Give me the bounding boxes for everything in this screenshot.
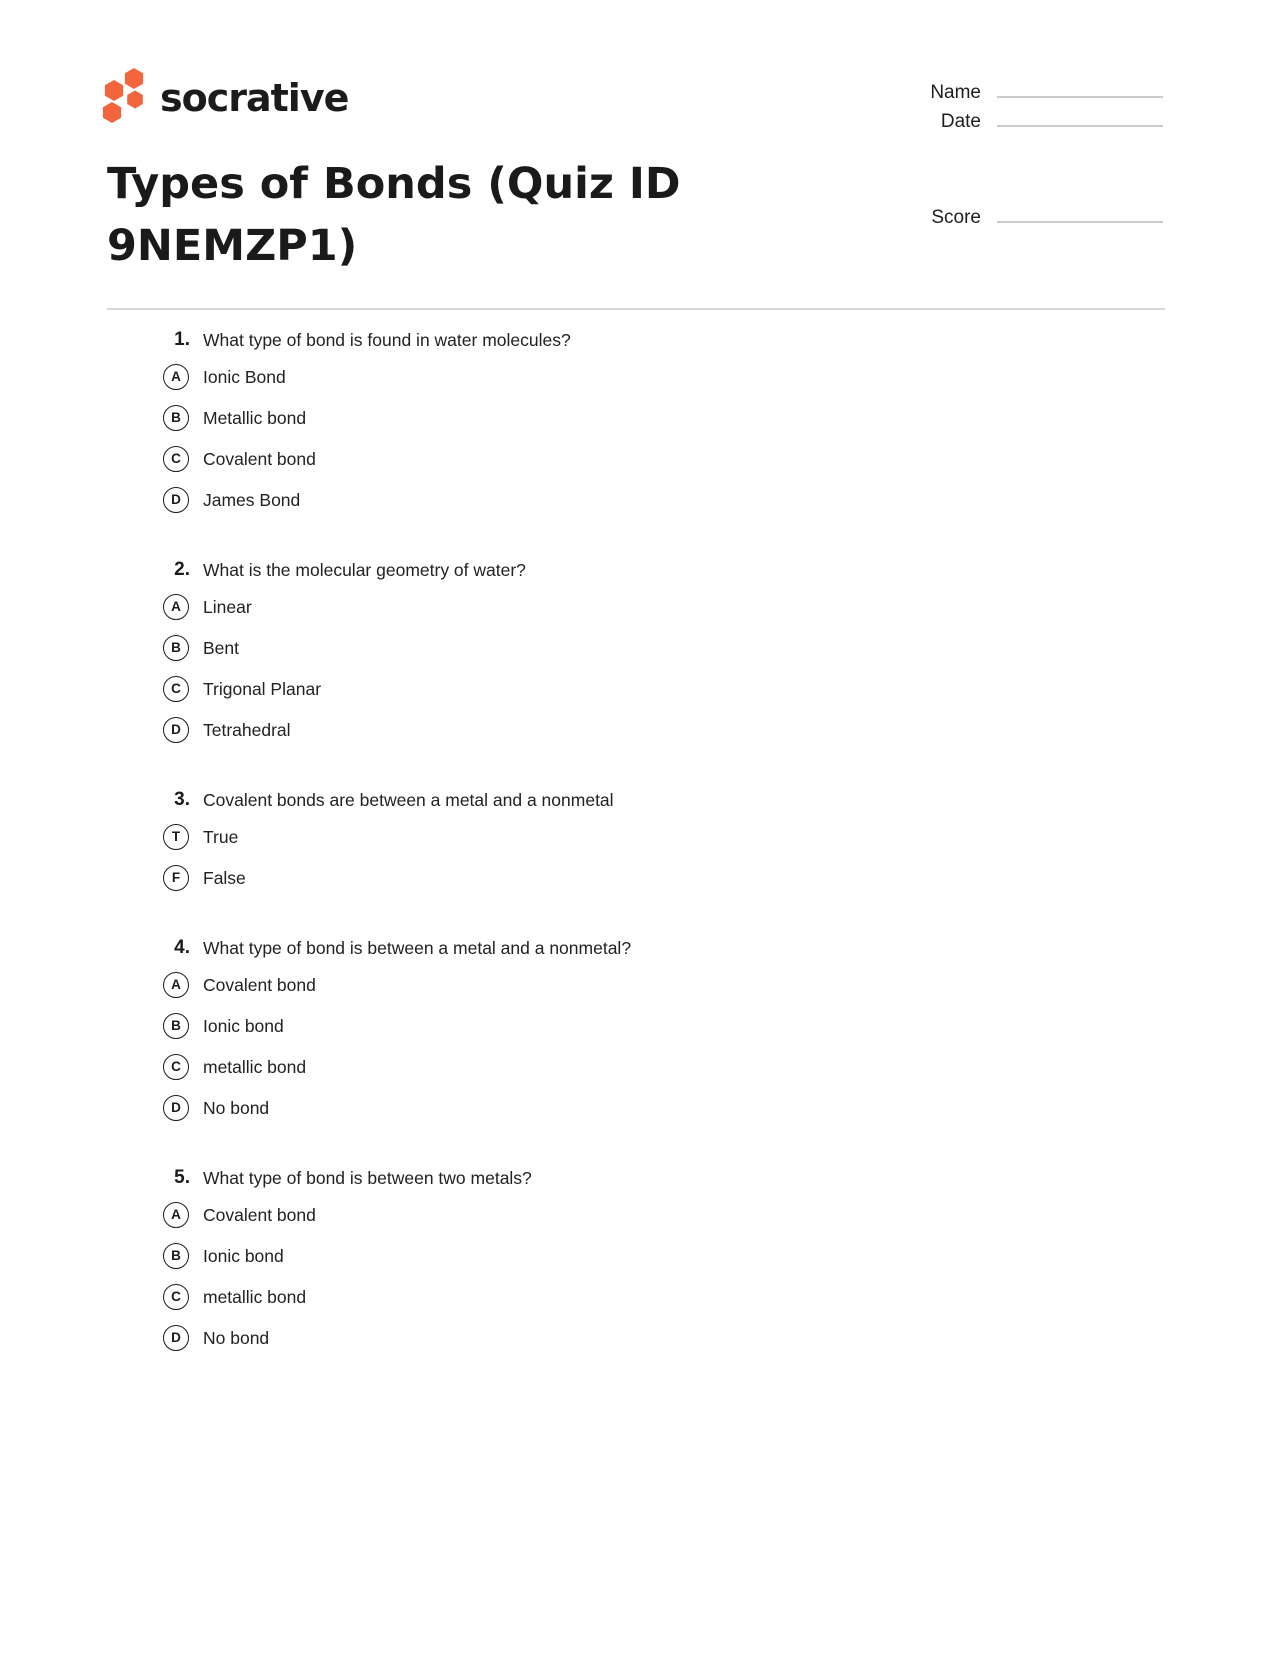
option-text: metallic bond — [203, 1057, 307, 1077]
option-letter-badge: B — [163, 1243, 189, 1269]
option-letter-badge: C — [163, 446, 189, 472]
option-row — [163, 717, 1123, 743]
option-text: Covalent bond — [203, 1205, 316, 1225]
option-letter-badge: C — [163, 1054, 189, 1080]
page-title: Types of Bonds (Quiz ID 9NEMZP1) — [107, 159, 681, 271]
option-text: Covalent bond — [203, 449, 316, 469]
name-label: Name — [930, 82, 981, 103]
option-letter-badge: B — [163, 635, 189, 661]
option-row — [163, 1325, 1123, 1351]
question-text: What type of bond is between a metal and a nonmetal? — [203, 938, 632, 958]
option-text: True — [203, 827, 239, 847]
option-row — [163, 676, 1123, 702]
question-block — [163, 787, 1123, 891]
option-letter-badge: C — [163, 1284, 189, 1310]
question-block — [163, 557, 1123, 743]
option-row — [163, 1095, 1123, 1121]
question-block — [163, 327, 1123, 513]
question-number: 2. — [174, 559, 190, 580]
question-text: What type of bond is between two metals? — [203, 1168, 532, 1188]
option-row — [163, 446, 1123, 472]
date-row — [941, 105, 1163, 134]
option-text: Bent — [203, 638, 239, 658]
socrative-logo — [100, 64, 348, 125]
option-letter-badge: D — [163, 1325, 189, 1351]
logo-wordmark: socrative — [160, 75, 349, 120]
question-number: 5. — [174, 1167, 190, 1188]
option-row — [163, 594, 1123, 620]
questions-list — [163, 327, 1123, 1395]
option-text: Ionic Bond — [203, 367, 286, 387]
question-line — [163, 327, 1123, 353]
option-text: Metallic bond — [203, 408, 307, 428]
name-row — [930, 76, 1163, 105]
option-row — [163, 487, 1123, 513]
option-text: Linear — [203, 597, 252, 617]
option-letter-badge: C — [163, 676, 189, 702]
date-label: Date — [940, 111, 981, 132]
option-letter-badge: A — [163, 594, 189, 620]
option-row — [163, 865, 1123, 891]
option-row — [163, 1054, 1123, 1080]
question-block — [163, 935, 1123, 1121]
option-text: No bond — [203, 1098, 270, 1118]
option-text: metallic bond — [203, 1287, 307, 1307]
question-line — [163, 935, 1123, 961]
option-letter-badge: F — [163, 865, 189, 891]
question-text: What is the molecular geometry of water? — [203, 560, 526, 580]
date-blank-line — [997, 105, 1163, 127]
question-number: 3. — [174, 789, 190, 810]
option-text: No bond — [203, 1328, 270, 1348]
socrative-hexagons-icon — [100, 64, 147, 125]
question-number: 4. — [174, 937, 190, 958]
option-text: False — [203, 868, 246, 888]
option-letter-badge: D — [163, 717, 189, 743]
option-letter-badge: A — [163, 972, 189, 998]
option-text: Trigonal Planar — [203, 679, 322, 699]
question-line — [163, 787, 1123, 813]
option-letter-badge: D — [163, 487, 189, 513]
option-row — [163, 364, 1123, 390]
option-text: Ionic bond — [203, 1016, 284, 1036]
option-text: James Bond — [203, 490, 301, 510]
option-letter-badge: A — [163, 364, 189, 390]
option-row — [163, 1243, 1123, 1269]
question-line — [163, 557, 1123, 583]
score-label: Score — [931, 207, 981, 228]
option-row — [163, 1284, 1123, 1310]
question-text: Covalent bonds are between a metal and a nonmetal — [203, 790, 614, 810]
question-number: 1. — [174, 329, 190, 350]
question-line — [163, 1165, 1123, 1191]
score-blank-line — [997, 201, 1163, 223]
option-row — [163, 1013, 1123, 1039]
option-letter-badge: B — [163, 1013, 189, 1039]
option-letter-badge: D — [163, 1095, 189, 1121]
score-row — [931, 201, 1163, 230]
name-blank-line — [997, 76, 1163, 98]
option-row — [163, 405, 1123, 431]
option-row — [163, 635, 1123, 661]
header-divider — [107, 308, 1165, 310]
option-text: Ionic bond — [203, 1246, 284, 1266]
option-row — [163, 972, 1123, 998]
option-row — [163, 1202, 1123, 1228]
question-block — [163, 1165, 1123, 1351]
option-letter-badge: A — [163, 1202, 189, 1228]
question-text: What type of bond is found in water molecules? — [203, 330, 571, 350]
option-letter-badge: T — [163, 824, 189, 850]
option-text: Tetrahedral — [203, 720, 291, 740]
option-text: Covalent bond — [203, 975, 316, 995]
option-row — [163, 824, 1123, 850]
option-letter-badge: B — [163, 405, 189, 431]
